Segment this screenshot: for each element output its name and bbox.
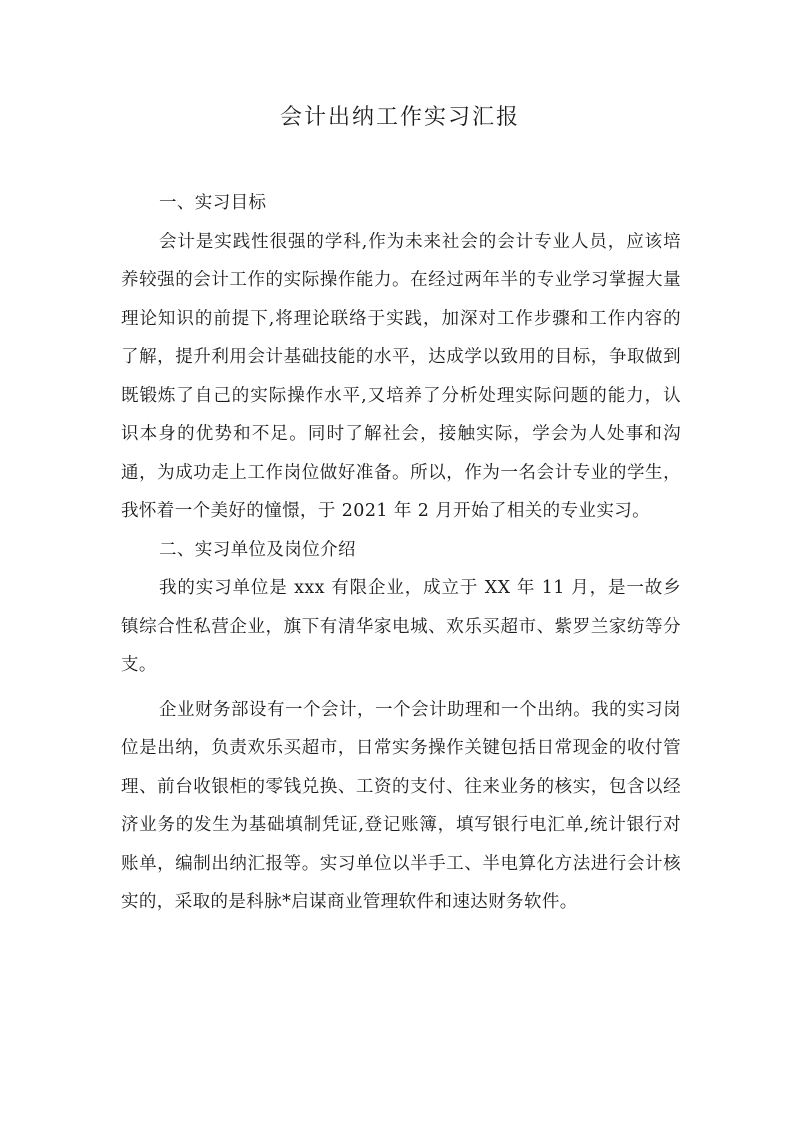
section-heading-goals: 一、实习目标 bbox=[159, 193, 267, 213]
section-heading-unit: 二、实习单位及岗位介绍 bbox=[159, 539, 356, 560]
page-title: 会计出纳工作实习汇报 bbox=[279, 105, 520, 130]
paragraph-unit-role: 企业财务部设有一个会计，一个会计助理和一个出纳。我的实习岗位是出纳，负责欢乐买超市，日常实务操作关键包括日常现金的收付管理、前台收银柜的零钱兑换、工资的支付、往来业务的核实，包含以经济业务的发生为基础填制凭证,登记账簿，填写银行电汇单,统计银行对账单，编制出纳汇报等。实习单位以半手工、半电算化方法进行会计核实的，采取的是科脉*启谋商业管理软件和速达财务软件。 bbox=[121, 699, 681, 912]
paragraph-goals: 会计是实践性很强的学科,作为未来社会的会计专业人员，应该培养较强的会计工作的实际操作能力。在经过两年半的专业学习掌握大量理论知识的前提下,将理论联络于实践，加深对工作步骤和工作内容的了解，提升利用会计基础技能的水平，达成学以致用的目标，争取做到既锻炼了自己的实际操作水平,又培养了分析处理实际问题的能力，认识本身的优势和不足。同时了解社会，接触实际，学会为人处事和沟通，为成功走上工作岗位做好准备。所以，作为一名会计专业的学生，我怀着一个美好的憧憬，于 2021 年 2 月开始了相关的专业实习。 bbox=[121, 231, 681, 521]
document-body bbox=[121, 184, 681, 922]
paragraph-unit-intro: 我的实习单位是 xxx 有限企业，成立于 XX 年 11 月，是一故乡镇综合性私营企业，旗下有清华家电城、欢乐买超市、紫罗兰家纺等分支。 bbox=[121, 578, 681, 675]
